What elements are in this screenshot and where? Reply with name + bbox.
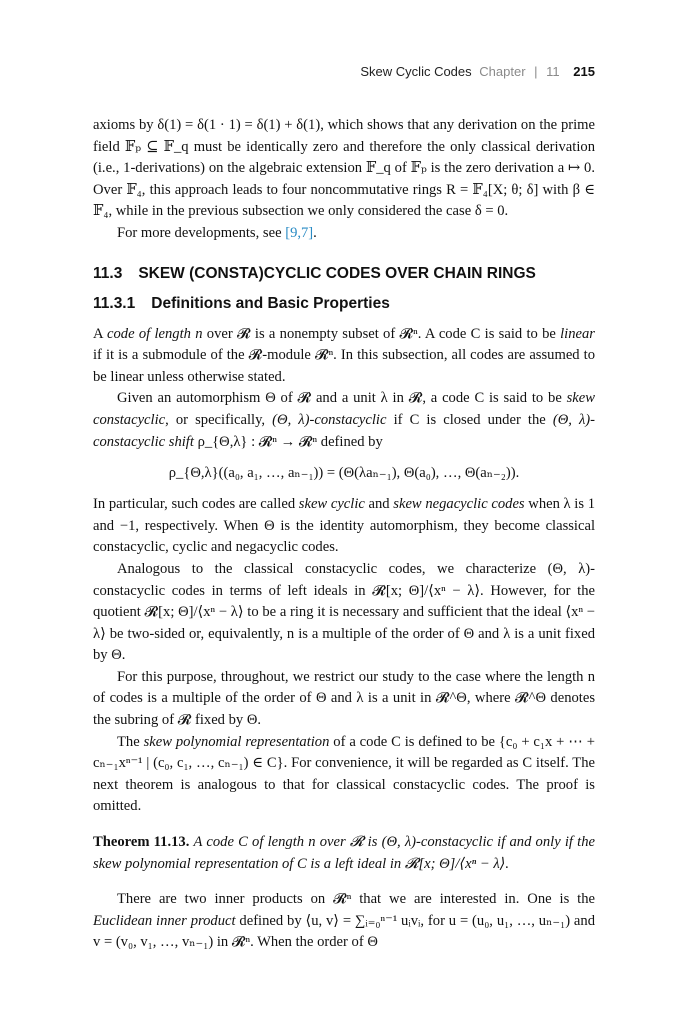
theorem-statement: A code C of length n over 𝓡 is (Θ, λ)-constacyclic if and only if the skew polynomial representation of C is a left ideal in 𝓡[x; Θ]/⟨xⁿ − λ⟩. [93,834,595,872]
subsection-number: 11.3.1 [93,294,136,312]
paragraph-more-developments [93,223,595,245]
paragraph-derivation: axioms by δ(1) = δ(1 · 1) = δ(1) + δ(1), which shows that any derivation on the prime field 𝔽ₚ ⊆ 𝔽_q must be identically zero and therefore the only classical derivation (i.e., 1-derivations) on the algebraic extension 𝔽_q of 𝔽ₚ is the zero derivation a ↦ 0. Over 𝔽₄, this approach leads to four noncommutative rings R = 𝔽₄[X; θ; δ] with β ∈ 𝔽₄, while in the previous subsection we only considered the case δ = 0. [93,117,595,220]
running-head-chapter-label: Chapter [479,64,526,79]
term-skew-constacyclic: skew constacyclic [93,390,595,428]
paragraph-left-ideals: Analogous to the classical constacyclic codes, we characterize (Θ, λ)-constacyclic codes in terms of left ideals in 𝓡[x; Θ]/⟨xⁿ − λ⟩. However, for the quotient 𝓡[x; Θ]/⟨xⁿ − λ⟩ to be a ring it is necessary and sufficient that the ideal ⟨xⁿ − λ⟩ be two-sided or, equivalently, n is a multiple of the order of Θ and λ is a unit fixed by Θ. [93,560,595,664]
citation-link[interactable]: [9,7] [285,224,314,241]
subsection-heading [93,294,595,314]
theorem-11-13 [93,832,595,875]
paragraph-more-developments-text: For more developments, see [117,224,286,241]
main-text [93,115,595,954]
running-head-title: Skew Cyclic Codes [360,64,472,79]
term-skew-polynomial-representation: skew polynomial representation [143,733,330,750]
page-number: 215 [573,64,595,79]
running-head-chapter-number: 11 [546,64,560,79]
paragraph-particular-cases [93,494,595,559]
running-head-separator: | [534,64,538,79]
paragraph-code-definition [93,324,595,389]
term-linear: linear [560,325,595,342]
section-heading [93,264,595,284]
paragraph-more-developments-end: . [313,224,317,241]
text-run: if C is closed under the [386,411,553,428]
text-run: In particular, such codes are called [93,496,299,513]
theorem-label: Theorem 11.13. [93,834,190,851]
term-code-of-length-n: code of length n [107,325,203,342]
subsection-title: Definitions and Basic Properties [151,294,390,312]
text-run: A [93,325,108,342]
term-euclidean-inner-product: Euclidean inner product [93,912,236,929]
text-run: There are two inner products on 𝓡ⁿ that we are interested in. One is the [117,891,595,908]
text-run: and [364,496,394,513]
text-run: when λ is 1 and −1, respectively. When Θ is the identity automorphism, they become classical constacyclic, cyclic and negacyclic codes. [93,496,596,556]
paragraph-skew-constacyclic [93,388,595,453]
paragraph-restriction: For this purpose, throughout, we restrict our study to the case where the length n of codes is a multiple of the order of Θ and λ is a unit in 𝓡^Θ, where 𝓡^Θ denotes the subring of 𝓡 fixed by Θ. [93,668,595,729]
text-run: if it is a submodule of the 𝓡-module 𝓡ⁿ. In this subsection, all codes are assumed to be linear unless otherwise stated. [93,347,595,385]
text-run: defined by ⟨u, v⟩ = ∑ᵢ₌₀ⁿ⁻¹ uᵢvᵢ, for u = (u₀, u₁, …, uₙ₋₁) and v = (v₀, v₁, …, vₙ₋₁) in 𝓡ⁿ. When the order of Θ [93,912,596,951]
text-run: Given an automorphism Θ of 𝓡 and a unit λ in 𝓡, a code C is said to be [117,390,567,407]
paragraph-inner-products [93,889,595,954]
section-title: SKEW (CONSTA)CYCLIC CODES OVER CHAIN RINGS [138,264,536,282]
text-run: over 𝓡 is a nonempty subset of 𝓡ⁿ. A code C is said to be [202,325,561,342]
text-run: ρ_{Θ,λ} : 𝓡ⁿ → 𝓡ⁿ defined by [193,433,383,450]
term-theta-lambda-constacyclic: (Θ, λ)-constacyclic [272,411,387,428]
term-skew-cyclic: skew cyclic [298,496,365,513]
running-head [360,64,595,79]
text-run: The [117,733,144,750]
term-constacyclic-shift: (Θ, λ)-constacyclic shift [93,411,596,450]
text-run: of a code C is defined to be {c₀ + c₁x + ⋯ + cₙ₋₁xⁿ⁻¹ | (c₀, c₁, …, cₙ₋₁) ∈ C}. For convenience, it will be regarded as C itself. The next theorem is analogous to that for classical constacyclic codes. The proof is omitted. [93,733,595,815]
display-equation: ρ_{Θ,λ}((a₀, a₁, …, aₙ₋₁)) = (Θ(λaₙ₋₁), Θ(a₀), …, Θ(aₙ₋₂)). [168,465,520,482]
text-run: , or specifically, [165,411,273,428]
section-number: 11.3 [93,264,123,282]
paragraph-polynomial-representation [93,732,595,818]
term-skew-negacyclic-codes: skew negacyclic codes [393,496,525,513]
